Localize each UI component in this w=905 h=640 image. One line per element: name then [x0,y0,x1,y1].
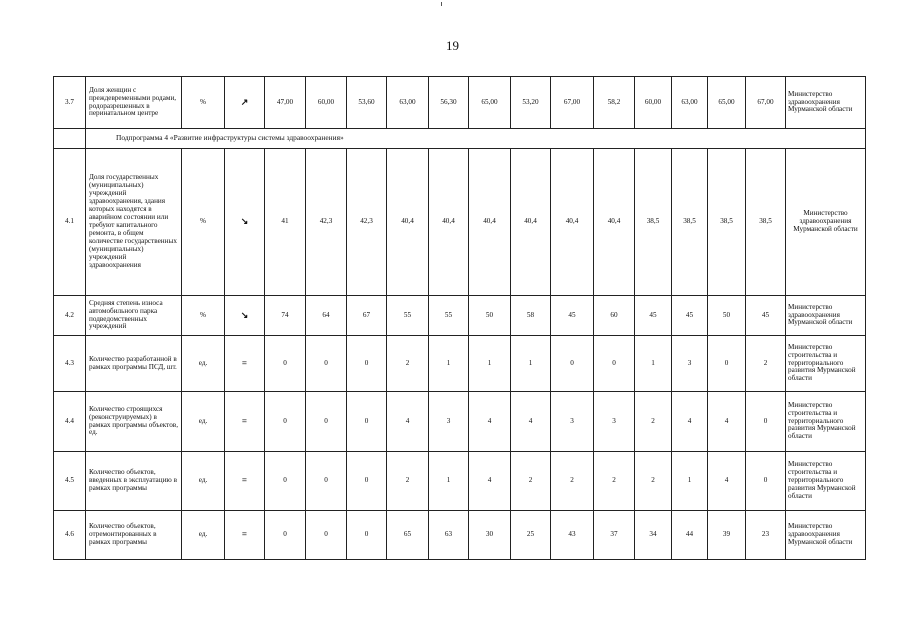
value-cell: 4 [387,392,429,452]
value-cell: 3 [551,392,594,452]
responsible-executor: Министерство строительства и территориального развития Мурманской области [786,392,866,452]
value-cell: 0 [306,452,347,511]
trend-arrow-icon: ↘ [225,149,265,296]
value-cell: 0 [746,452,786,511]
value-cell: 2 [635,392,672,452]
value-cell: 38,5 [635,149,672,296]
value-cell: 3 [429,392,469,452]
value-cell: 65,00 [469,77,511,129]
row-number: 3.7 [54,77,86,129]
indicators-table [53,76,866,560]
responsible-executor: Министерство здравоохранения Мурманской области [786,77,866,129]
value-cell: 74 [265,296,306,336]
page-number: 19 [446,38,459,53]
table-row [54,392,866,452]
value-cell: 40,4 [594,149,635,296]
value-cell: 2 [594,452,635,511]
value-cell: 47,00 [265,77,306,129]
value-cell: 55 [429,296,469,336]
value-cell: 1 [635,336,672,392]
indicator-name: Доля женщин с преждевременными родами, родоразрешенных в перинатальном центре [86,77,182,129]
responsible-executor: Министерство строительства и территориального развития Мурманской области [786,452,866,511]
value-cell: 40,4 [469,149,511,296]
value-cell: 4 [708,452,746,511]
responsible-executor: Министерство здравоохранения Мурманской области [786,296,866,336]
empty-cell [54,129,86,149]
value-cell: 1 [429,336,469,392]
value-cell: 60 [594,296,635,336]
value-cell: 38,5 [672,149,708,296]
value-cell: 65,00 [708,77,746,129]
trend-arrow-icon: = [225,452,265,511]
indicator-name: Количество объектов, введенных в эксплуатацию в рамках программы [86,452,182,511]
value-cell: 40,4 [429,149,469,296]
value-cell: 67,00 [551,77,594,129]
value-cell: 53,60 [347,77,387,129]
trend-arrow-icon: = [225,511,265,560]
subprogram-title: Подпрограмма 4 «Развитие инфраструктуры системы здравоохранения» [86,129,866,149]
value-cell: 25 [511,511,551,560]
value-cell: 0 [551,336,594,392]
value-cell: 45 [746,296,786,336]
value-cell: 50 [708,296,746,336]
value-cell: 60,00 [306,77,347,129]
value-cell: 4 [511,392,551,452]
row-number: 4.2 [54,296,86,336]
indicator-name: Количество строящихся (реконструируемых) в рамках программы объектов, ед. [86,392,182,452]
value-cell: 50 [469,296,511,336]
indicator-name: Количество разработанной в рамках программы ПСД, шт. [86,336,182,392]
value-cell: 45 [672,296,708,336]
value-cell: 0 [347,511,387,560]
value-cell: 67 [347,296,387,336]
value-cell: 2 [511,452,551,511]
value-cell: 58,2 [594,77,635,129]
value-cell: 42,3 [347,149,387,296]
value-cell: 3 [672,336,708,392]
table-row [54,511,866,560]
value-cell: 56,30 [429,77,469,129]
responsible-executor: Министерство здравоохранения Мурманской области [786,149,866,296]
trend-arrow-icon: ↘ [225,296,265,336]
trend-arrow-icon: = [225,392,265,452]
value-cell: 4 [708,392,746,452]
value-cell: 34 [635,511,672,560]
value-cell: 65 [387,511,429,560]
value-cell: 0 [708,336,746,392]
indicator-name: Средняя степень износа автомобильного парка подведомственных учреждений [86,296,182,336]
value-cell: 40,4 [387,149,429,296]
value-cell: 37 [594,511,635,560]
table-row [54,296,866,336]
value-cell: 64 [306,296,347,336]
row-number: 4.4 [54,392,86,452]
value-cell: 38,5 [708,149,746,296]
value-cell: 40,4 [511,149,551,296]
value-cell: 4 [469,392,511,452]
unit-cell: ед. [182,511,225,560]
value-cell: 60,00 [635,77,672,129]
row-number: 4.5 [54,452,86,511]
subprogram-header-row [54,129,866,149]
value-cell: 2 [551,452,594,511]
value-cell: 67,00 [746,77,786,129]
row-number: 4.1 [54,149,86,296]
value-cell: 38,5 [746,149,786,296]
value-cell: 2 [635,452,672,511]
responsible-executor: Министерство здравоохранения Мурманской области [786,511,866,560]
unit-cell: % [182,77,225,129]
value-cell: 0 [265,336,306,392]
unit-cell: ед. [182,336,225,392]
indicator-name: Доля государственных (муниципальных) учреждений здравоохранения, здания которых находятся в аварийном состоянии или требуют капитального ремонта, в общем количестве государственных (муниципальных) учреждений здравоохранения [86,149,182,296]
value-cell: 30 [469,511,511,560]
unit-cell: % [182,296,225,336]
trend-arrow-icon: ↗ [225,77,265,129]
value-cell: 0 [265,452,306,511]
unit-cell: ед. [182,392,225,452]
unit-cell: ед. [182,452,225,511]
value-cell: 45 [551,296,594,336]
indicator-name: Количество объектов, отремонтированных в рамках программы [86,511,182,560]
value-cell: 4 [469,452,511,511]
table-body [54,77,866,560]
value-cell: 0 [265,511,306,560]
value-cell: 0 [347,452,387,511]
value-cell: 1 [469,336,511,392]
value-cell: 0 [306,392,347,452]
scan-speck [441,2,442,6]
value-cell: 63 [429,511,469,560]
value-cell: 23 [746,511,786,560]
table-row [54,452,866,511]
value-cell: 41 [265,149,306,296]
row-number: 4.6 [54,511,86,560]
value-cell: 43 [551,511,594,560]
value-cell: 44 [672,511,708,560]
value-cell: 3 [594,392,635,452]
value-cell: 39 [708,511,746,560]
value-cell: 58 [511,296,551,336]
value-cell: 0 [594,336,635,392]
table-row [54,336,866,392]
value-cell: 0 [265,392,306,452]
value-cell: 2 [387,452,429,511]
value-cell: 4 [672,392,708,452]
value-cell: 53,20 [511,77,551,129]
value-cell: 45 [635,296,672,336]
value-cell: 63,00 [387,77,429,129]
value-cell: 40,4 [551,149,594,296]
table-row [54,149,866,296]
value-cell: 63,00 [672,77,708,129]
value-cell: 0 [347,336,387,392]
value-cell: 0 [746,392,786,452]
responsible-executor: Министерство строительства и территориального развития Мурманской области [786,336,866,392]
value-cell: 2 [746,336,786,392]
value-cell: 2 [387,336,429,392]
table-row [54,77,866,129]
row-number: 4.3 [54,336,86,392]
trend-arrow-icon: = [225,336,265,392]
value-cell: 0 [347,392,387,452]
value-cell: 42,3 [306,149,347,296]
value-cell: 0 [306,511,347,560]
value-cell: 1 [429,452,469,511]
unit-cell: % [182,149,225,296]
value-cell: 1 [511,336,551,392]
value-cell: 55 [387,296,429,336]
value-cell: 0 [306,336,347,392]
value-cell: 1 [672,452,708,511]
